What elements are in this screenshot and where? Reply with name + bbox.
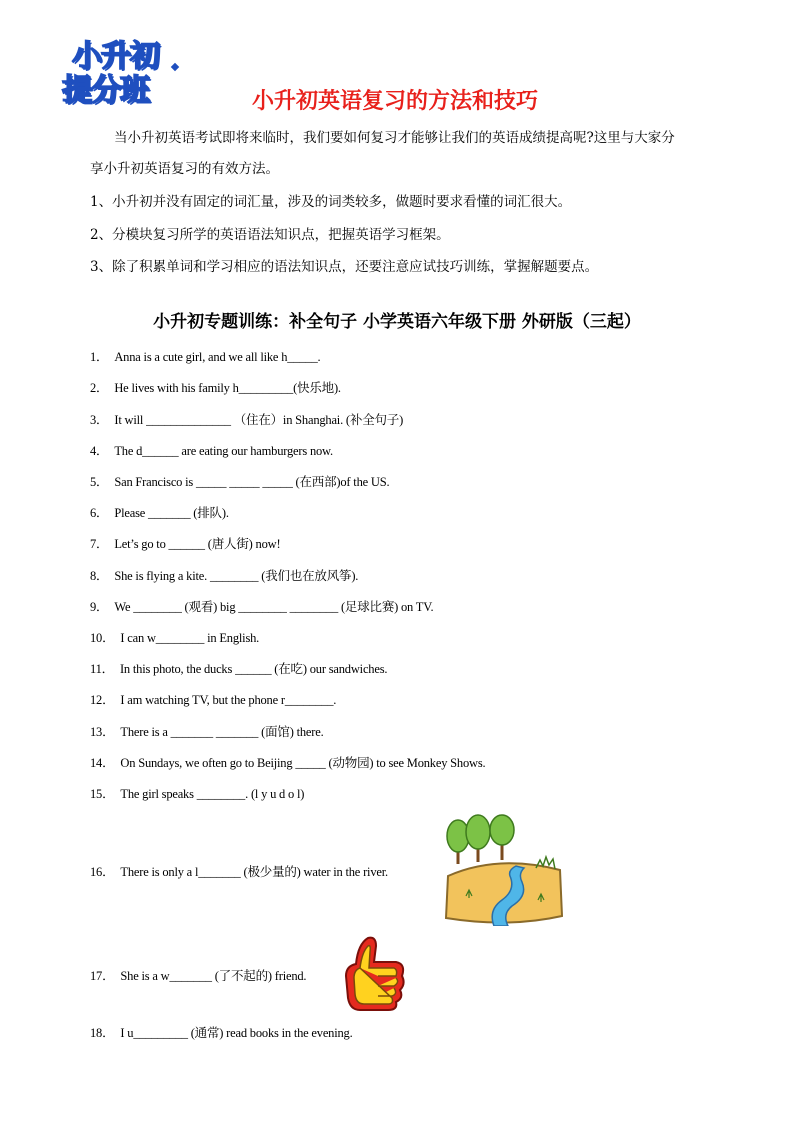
question-number: 2． xyxy=(90,381,109,395)
question-text: Let’s go to ______ (唐人街) now! xyxy=(114,537,281,551)
question-text: She is a w_______ (了不起的) friend. xyxy=(120,969,307,983)
question-item xyxy=(90,722,324,740)
logo-line-2: 提分班 xyxy=(62,73,149,108)
question-number: 15． xyxy=(90,787,115,801)
page-title: 小升初英语复习的方法和技巧 xyxy=(251,89,538,114)
question-number: 16． xyxy=(90,865,115,879)
question-text: We ________ (观看) big ________ ________ (足球比赛) on TV. xyxy=(114,600,434,614)
question-text: It will ______________ （住在）in Shanghai. (补全句子) xyxy=(114,413,404,427)
question-text: He lives with his family h_________(快乐地). xyxy=(114,381,341,395)
question-number: 1． xyxy=(90,350,109,364)
question-number: 5． xyxy=(90,475,109,489)
question-number: 9． xyxy=(90,600,109,614)
question-text: The girl speaks ________. (l y u d o l) xyxy=(120,787,305,801)
question-text: There is only a l_______ (极少量的) water in the river. xyxy=(120,865,388,879)
question-text: San Francisco is _____ _____ _____ (在西部)of the US. xyxy=(114,475,390,489)
sparkle-icon xyxy=(171,63,179,71)
question-number: 18． xyxy=(90,1026,115,1040)
question-text: Anna is a cute girl, and we all like h_____. xyxy=(114,350,321,364)
logo-line-1: 小升初 xyxy=(72,39,159,74)
question-text: I can w________ in English. xyxy=(120,631,260,645)
question-text: The d______ are eating our hamburgers now. xyxy=(114,444,333,458)
question-number: 7． xyxy=(90,537,109,551)
question-item xyxy=(90,659,387,677)
question-item xyxy=(90,566,358,584)
question-text: I am watching TV, but the phone r________. xyxy=(120,693,337,707)
river-illustration xyxy=(438,814,568,926)
question-number: 14． xyxy=(90,756,115,770)
question-item xyxy=(90,862,388,880)
question-number: 12． xyxy=(90,693,115,707)
intro-line-2: 享小升初英语复习的有效方法。 xyxy=(90,161,279,177)
section-title: 小升初专题训练：补全句子 小学英语六年级下册 外研版（三起） xyxy=(153,312,641,332)
question-number: 4． xyxy=(90,444,109,458)
question-text: On Sundays, we often go to Beijing _____ (动物园) to see Monkey Shows. xyxy=(120,756,486,770)
question-item xyxy=(90,534,280,552)
question-item xyxy=(90,378,341,396)
tip-3: 3、除了积累单词和学习相应的语法知识点，还要注意应试技巧训练，掌握解题要点。 xyxy=(90,259,599,275)
question-item xyxy=(90,597,433,615)
question-item xyxy=(90,628,259,646)
question-item xyxy=(90,347,320,365)
question-text: I u_________ (通常) read books in the evening. xyxy=(120,1026,353,1040)
question-text: Please _______ (排队). xyxy=(114,506,229,520)
question-text: She is flying a kite. ________ (我们也在放风筝). xyxy=(114,569,359,583)
question-number: 17． xyxy=(90,969,115,983)
question-item xyxy=(90,472,389,490)
tip-1: 1、小升初并没有固定的词汇量，涉及的词类较多，做题时要求看懂的词汇很大。 xyxy=(90,194,572,210)
question-item xyxy=(90,784,304,802)
question-text: There is a _______ _______ (面馆) there. xyxy=(120,725,324,739)
question-number: 3． xyxy=(90,413,109,427)
question-text: In this photo, the ducks ______ (在吃) our sandwiches. xyxy=(119,662,388,676)
thumbs-up-icon xyxy=(338,934,408,1014)
question-item xyxy=(90,753,485,771)
question-number: 13． xyxy=(90,725,115,739)
question-item xyxy=(90,690,336,708)
question-number: 11． xyxy=(90,662,114,676)
question-item xyxy=(90,966,306,984)
question-item xyxy=(90,441,333,459)
question-number: 10． xyxy=(90,631,115,645)
question-item xyxy=(90,503,229,521)
question-number: 6． xyxy=(90,506,109,520)
question-number: 8． xyxy=(90,569,109,583)
question-item xyxy=(90,410,403,428)
intro-line-1: 当小升初英语考试即将来临时，我们要如何复习才能够让我们的英语成绩提高呢?这里与大家分 xyxy=(114,130,675,146)
tip-2: 2、分模块复习所学的英语语法知识点，把握英语学习框架。 xyxy=(90,227,450,243)
question-item xyxy=(90,1023,353,1041)
